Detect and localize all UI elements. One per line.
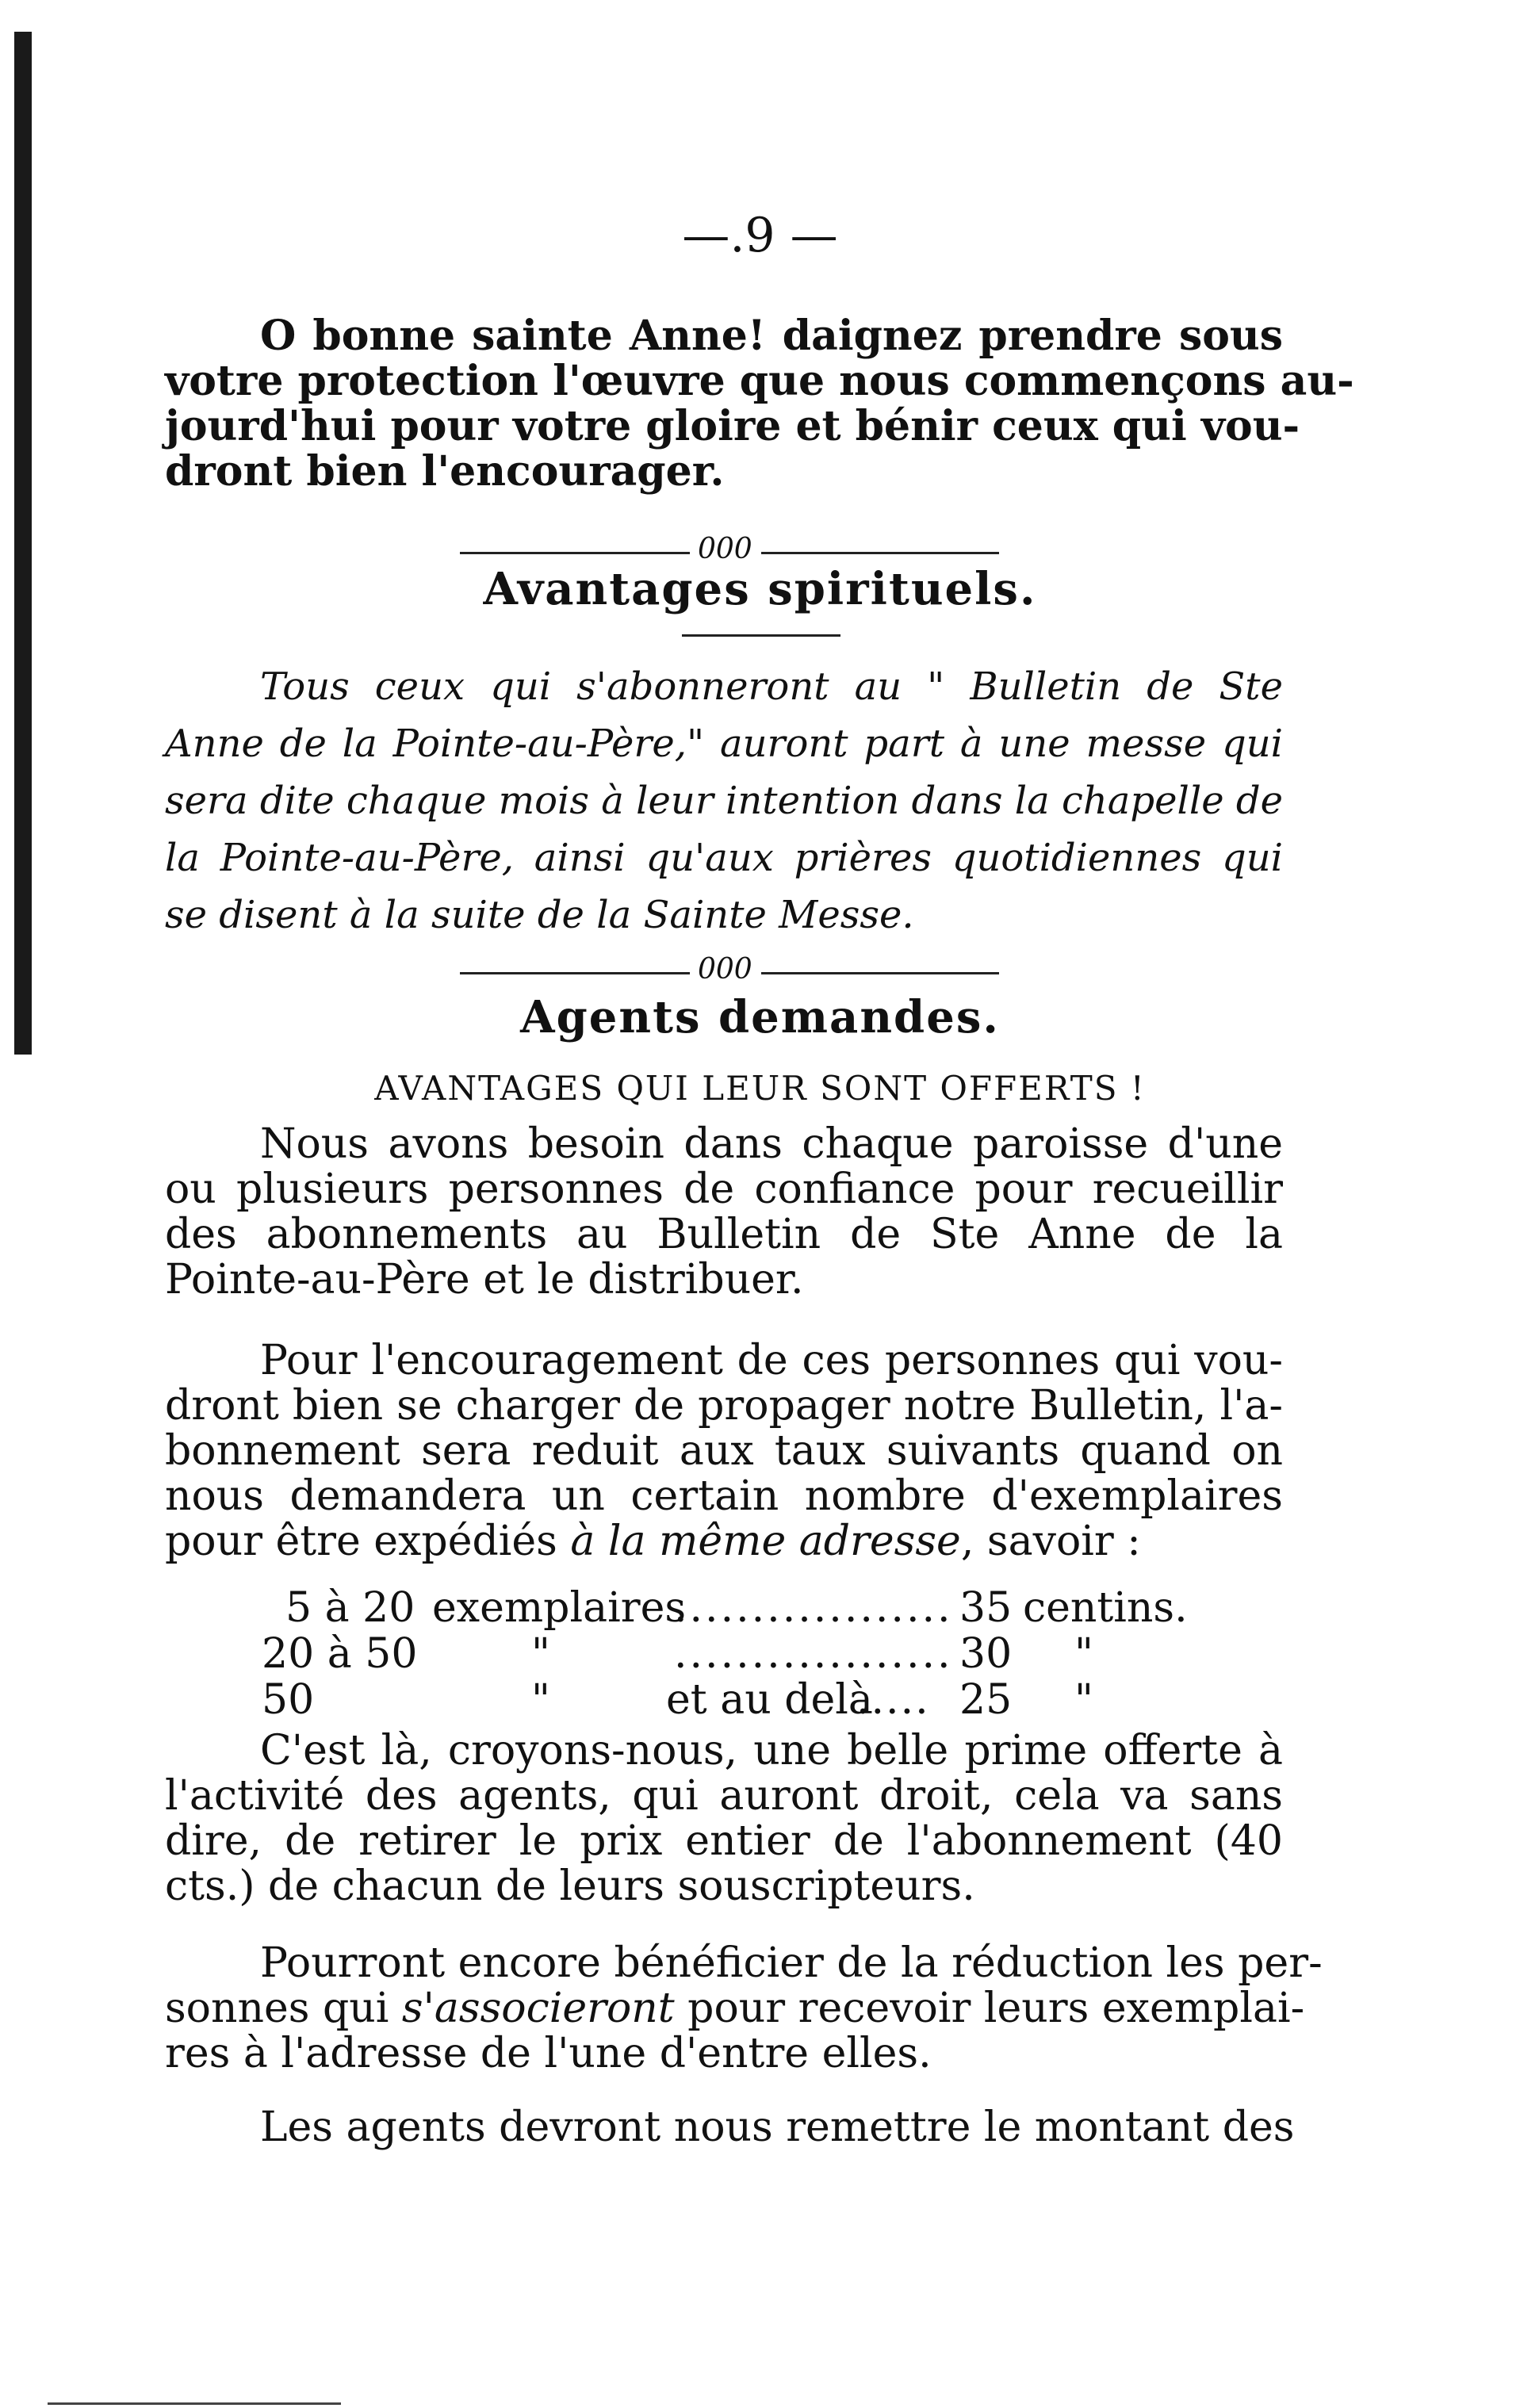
agents-line: Pointe-au-Père et le distribuer. [165, 1256, 804, 1304]
agents-line: res à l'adresse de l'une d'entre elles. [165, 2030, 932, 2077]
footer-rule [48, 2402, 341, 2405]
intro-paragraph [165, 312, 1354, 496]
separator-line [761, 552, 999, 554]
agents-line: dront bien se charger de propager notre Bulletin, l'a- [165, 1382, 1283, 1430]
separator-line [460, 972, 690, 974]
agents-line: l'activité des agents, qui auront droit, cela va sans [165, 1772, 1283, 1820]
rate-quantity: 50 [262, 1676, 315, 1724]
agents-line: Pour l'encouragement de ces personnes qui vou- [260, 1337, 1283, 1384]
agents-line: Pourront encore bénéficier de la réduction les per- [260, 1939, 1323, 1987]
page-number: —.9 — [682, 208, 838, 263]
intro-line: dront bien l'encourager. [165, 447, 725, 496]
rate-quantity: 5 à 20 [285, 1584, 415, 1632]
agents-line: Nous avons besoin dans chaque paroisse d'une [260, 1120, 1283, 1168]
page-edge-shadow [14, 32, 32, 1055]
emphasis-run: s'associeront [401, 1985, 675, 2032]
emphasis-run: à la même adresse [570, 1518, 961, 1565]
spiritual-line: se disent à la suite de la Sainte Messe. [165, 893, 914, 937]
rate-row [262, 1676, 1174, 1724]
text-run: sonnes qui [165, 1985, 402, 2032]
rate-price: 25 [959, 1676, 1013, 1724]
spiritual-line: Tous ceux qui s'abonneront au " Bulletin de Ste [260, 664, 1283, 709]
separator-label: 000 [698, 953, 752, 986]
agents-line [165, 1985, 1305, 2032]
section-title-spiritual: Avantages spirituels. [483, 563, 1037, 615]
rate-label: exemplaires [432, 1584, 687, 1632]
agents-paragraph [165, 1122, 1283, 1303]
intro-line: votre protection l'œuvre que nous commençons au- [165, 357, 1354, 405]
rate-leader: .................. [674, 1584, 953, 1632]
agents-paragraph [165, 1939, 1323, 2077]
rate-row [262, 1630, 1174, 1678]
intro-line: jourd'hui pour votre gloire et bénir ceux qui vou- [165, 402, 1300, 450]
spiritual-line: sera dite chaque mois à leur intention dans la chapelle de [165, 779, 1284, 823]
agents-line: Les agents devront nous remettre le montant des [260, 2104, 1295, 2151]
spiritual-line: Anne de la Pointe-au-Père," auront part à une messe qui [165, 722, 1283, 766]
rate-unit: centins. [1023, 1584, 1188, 1632]
agents-line: bonnement sera reduit aux taux suivants quand on [165, 1427, 1283, 1475]
rate-leader: .................. [674, 1630, 953, 1678]
text-run: pour être expédiés [165, 1518, 571, 1565]
agents-line: dire, de retirer le prix entier de l'abonnement (40 [165, 1817, 1283, 1865]
section-subtitle: AVANTAGES QUI LEUR SONT OFFERTS ! [374, 1069, 1146, 1108]
rate-price: 35 [959, 1584, 1013, 1632]
rate-label: " [531, 1676, 550, 1724]
agents-line: nous demandera un certain nombre d'exemplaires [165, 1472, 1283, 1520]
agents-line: C'est là, croyons-nous, une belle prime offerte à [260, 1727, 1283, 1774]
text-run: , savoir : [960, 1518, 1141, 1565]
rate-quantity: 20 à 50 [262, 1630, 418, 1678]
separator-ornament [460, 953, 999, 990]
spiritual-line: la Pointe-au-Père, ainsi qu'aux prières quotidiennes qui [165, 836, 1283, 880]
title-underline [682, 634, 840, 637]
separator-label: 000 [698, 533, 752, 565]
intro-line: O bonne sainte Anne! daignez prendre sous [260, 312, 1283, 360]
separator-line [761, 972, 999, 974]
rate-label: " [531, 1630, 550, 1678]
agents-paragraph [165, 1728, 1283, 1909]
rate-leader: ..... [856, 1676, 930, 1724]
section-title-agents: Agents demandes. [520, 991, 1000, 1043]
rate-detail: et au delà [666, 1676, 873, 1724]
agents-line: cts.) de chacun de leurs souscripteurs. [165, 1862, 975, 1910]
rate-unit: " [1074, 1630, 1093, 1678]
agents-line: des abonnements au Bulletin de Ste Anne de la [165, 1211, 1283, 1258]
agents-line [165, 1519, 1283, 1564]
separator-line [460, 552, 690, 554]
agents-paragraph [165, 2104, 1295, 2151]
rate-row [262, 1584, 1188, 1632]
rate-price: 30 [959, 1630, 1013, 1678]
rate-unit: " [1074, 1676, 1093, 1724]
text-run: pour recevoir leurs exemplai- [674, 1985, 1305, 2032]
spiritual-paragraph [165, 658, 1283, 944]
agents-line: ou plusieurs personnes de confiance pour recueillir [165, 1166, 1283, 1213]
agents-paragraph [165, 1338, 1283, 1564]
